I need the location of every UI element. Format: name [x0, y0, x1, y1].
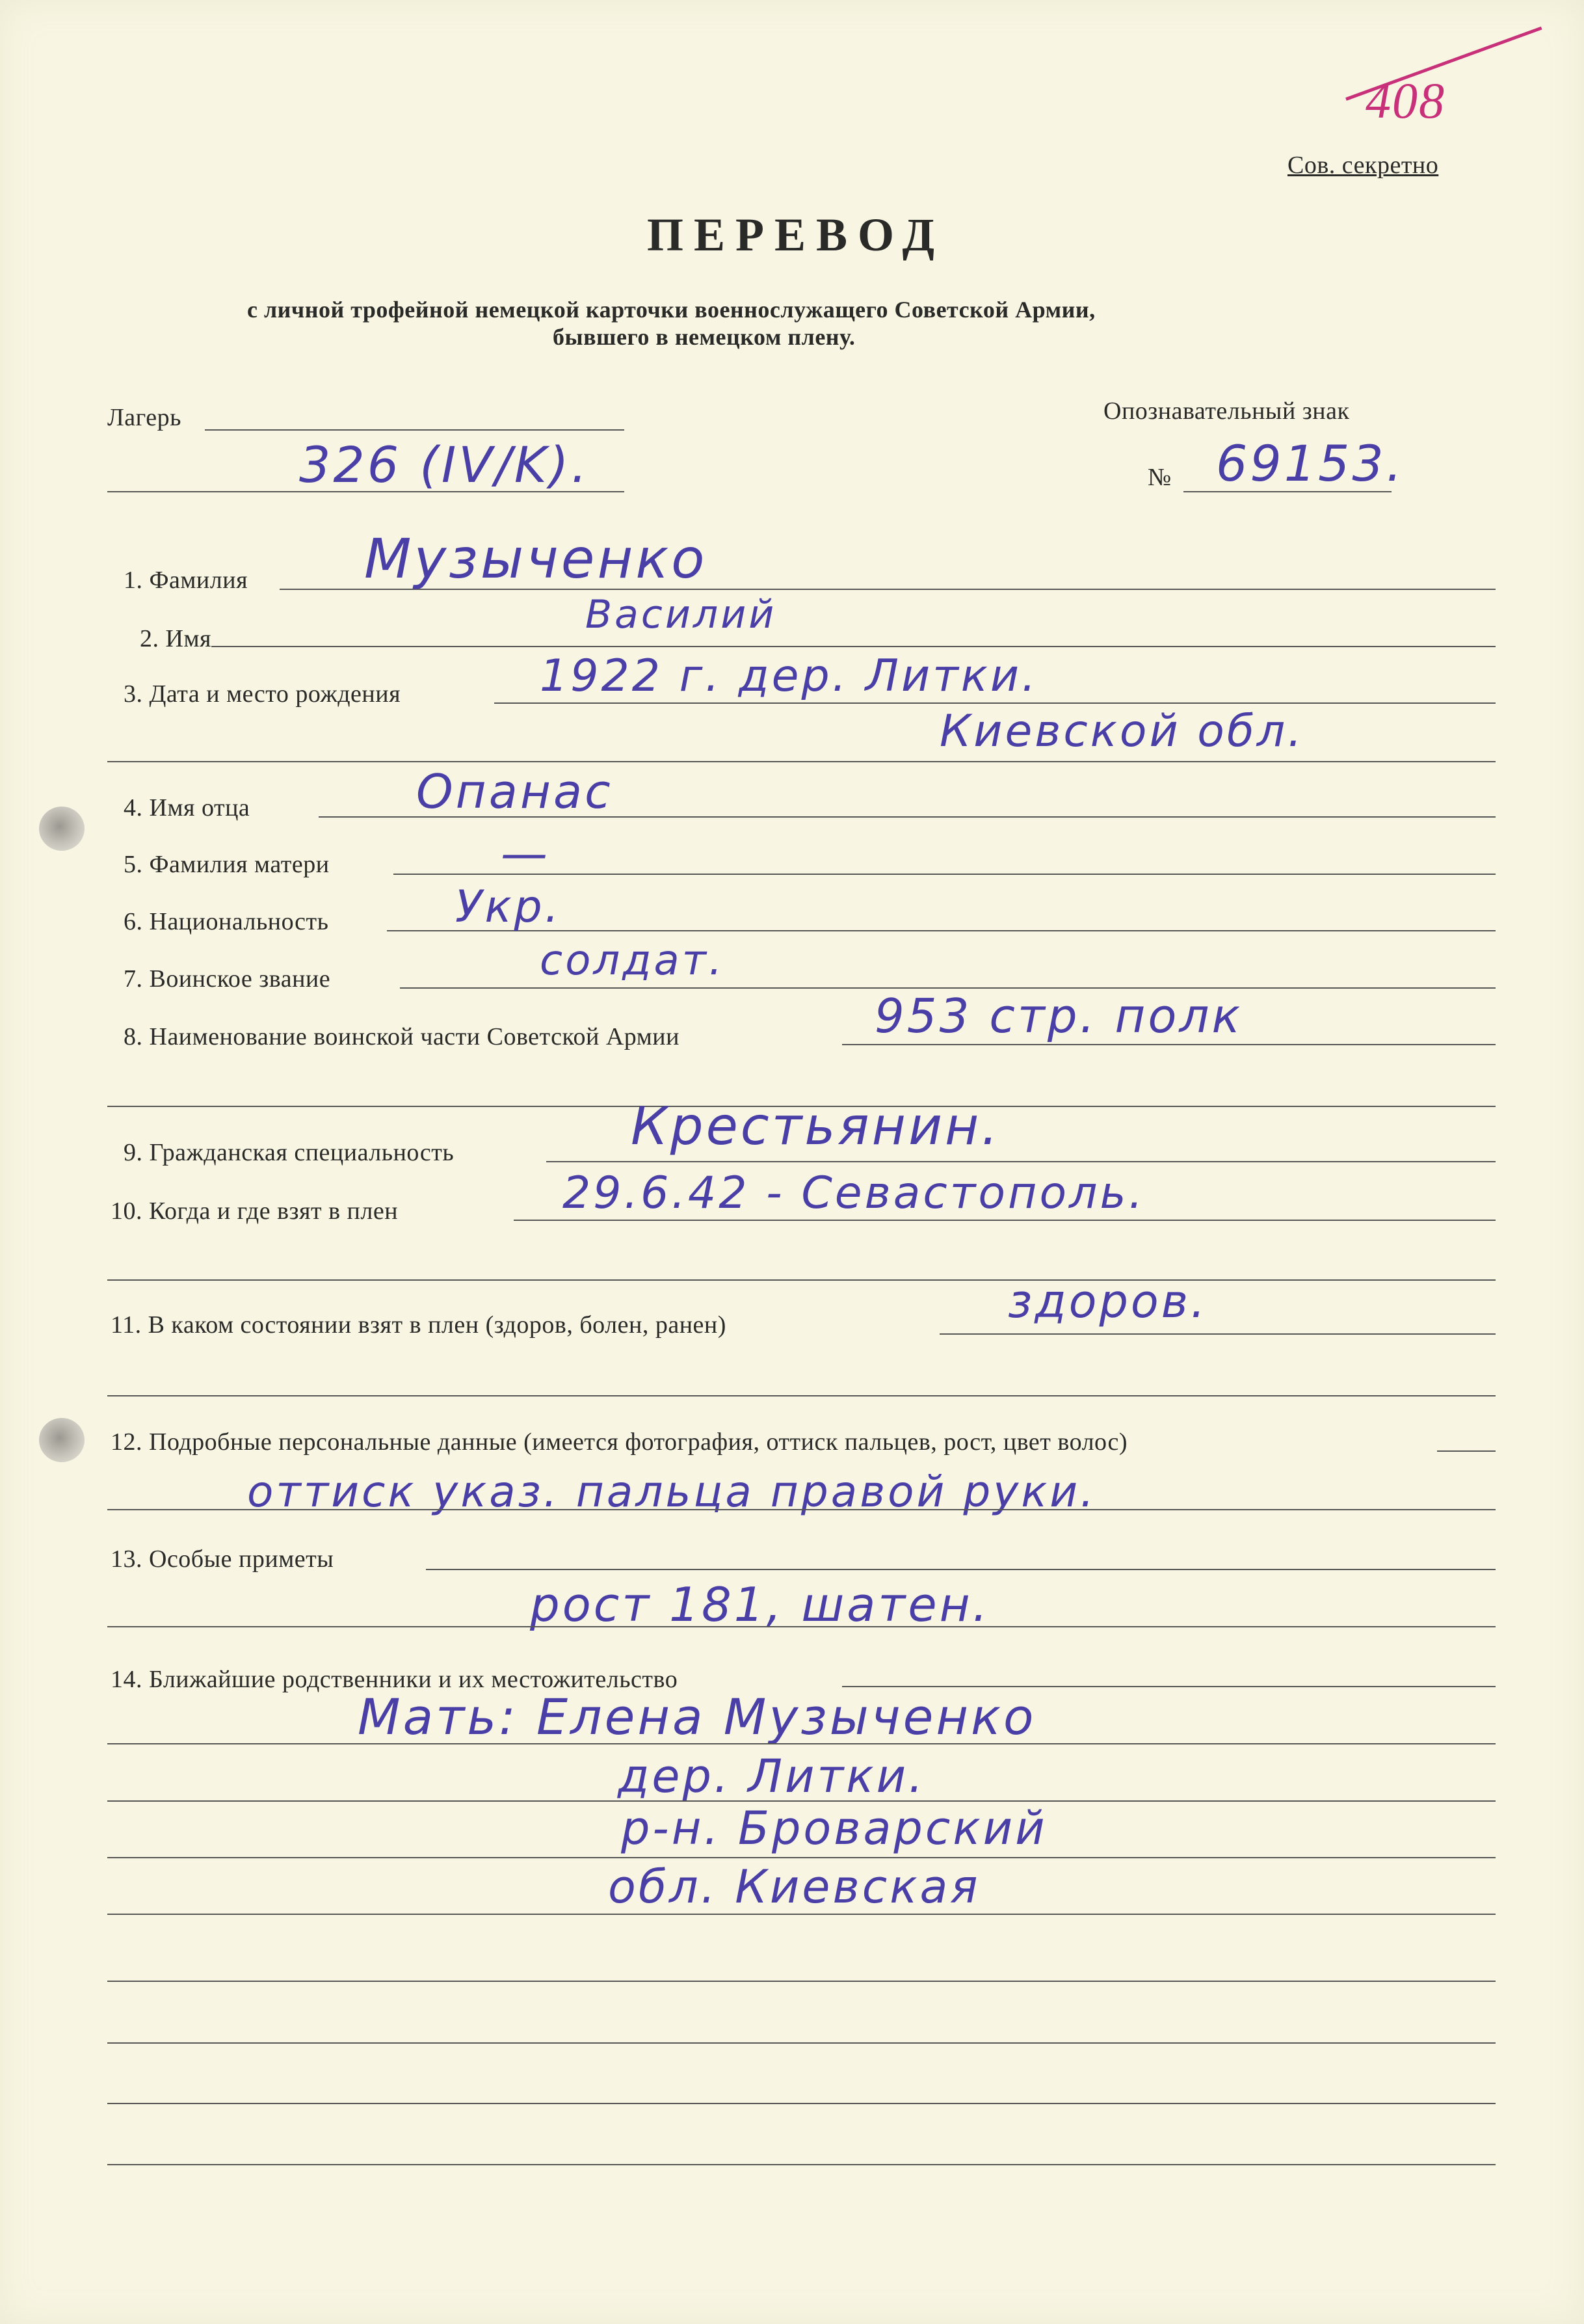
- field-label-father: 4. Имя отца: [124, 794, 250, 821]
- archive-number-stamp: 408: [1366, 72, 1445, 129]
- field-value-personal-data: оттиск указ. пальца правой руки.: [247, 1467, 1097, 1517]
- field-label-rank: 7. Воинское звание: [124, 965, 331, 993]
- camp-label: Лагерь: [107, 404, 181, 431]
- field-line-birth: [494, 702, 1496, 704]
- relatives-address-line-1: дер. Литки.: [618, 1750, 926, 1803]
- field-value-condition: здоров.: [1008, 1275, 1208, 1328]
- field-label-name: 2. Имя: [140, 625, 211, 652]
- field-value-rank: солдат.: [540, 937, 725, 985]
- field-line-condition: [940, 1333, 1496, 1335]
- field-value-features: рост 181, шатен.: [530, 1577, 990, 1632]
- field-value-birth-2: Киевской обл.: [940, 706, 1304, 757]
- field-label-surname: 1. Фамилия: [124, 567, 248, 594]
- field-line-personal-data-2: [107, 1509, 1496, 1510]
- field-label-nationality: 6. Национальность: [124, 908, 329, 935]
- field-label-unit: 8. Наименование воинской части Советской Армии: [124, 1023, 680, 1050]
- field-label-condition: 11. В каком состоянии взят в плен (здоров, болен, ранен): [111, 1311, 726, 1339]
- relatives-line-4: [107, 1914, 1496, 1915]
- camp-value: 326 (IV/K).: [299, 436, 590, 494]
- field-label-features: 13. Особые приметы: [111, 1545, 334, 1573]
- field-value-surname: Музыченко: [364, 527, 707, 591]
- field-line-features: [426, 1569, 1496, 1570]
- relatives-address-line-2: р-н. Броварский: [621, 1802, 1048, 1855]
- punch-hole-top: [39, 807, 85, 851]
- id-tag-line: [1183, 491, 1392, 492]
- field-line-birth-2: [107, 761, 1496, 762]
- document-title: ПЕРЕВОД: [647, 209, 945, 261]
- field-value-mother: —: [501, 826, 550, 881]
- document-subtitle: с личной трофейной немецкой карточки военнослужащего Советской Армии,: [247, 297, 1096, 323]
- field-line-relatives: [842, 1686, 1496, 1687]
- relatives-line-1: [107, 1743, 1496, 1744]
- field-label-birth: 3. Дата и место рождения: [124, 680, 401, 708]
- field-label-personal-data: 12. Подробные персональные данные (имеется фотография, оттиск пальцев, рост, цвет волос): [111, 1428, 1128, 1456]
- relatives-line-5: [107, 1981, 1496, 1982]
- document-subtitle-cont: бывшего в немецком плену.: [553, 324, 856, 350]
- field-label-profession: 9. Гражданская специальность: [124, 1139, 455, 1166]
- field-line-personal-data: [1437, 1450, 1496, 1452]
- id-tag-number-prefix: №: [1148, 464, 1172, 491]
- field-line-features-2: [107, 1626, 1496, 1627]
- camp-line-2: [107, 491, 624, 492]
- field-value-profession: Крестьянин.: [631, 1096, 1001, 1156]
- field-value-relatives: Мать: Елена Музыченко: [358, 1688, 1036, 1746]
- relatives-address-line-3: обл. Киевская: [608, 1860, 981, 1914]
- field-label-mother: 5. Фамилия матери: [124, 851, 330, 878]
- id-tag-value: 69153.: [1216, 434, 1405, 492]
- field-label-captured: 10. Когда и где взят в плен: [111, 1197, 399, 1225]
- field-value-captured: 29.6.42 - Севастополь.: [562, 1168, 1146, 1219]
- id-tag-label: Опознавательный знак: [1103, 397, 1350, 425]
- field-line-condition-2: [107, 1395, 1496, 1396]
- camp-line: [205, 429, 624, 431]
- field-value-father: Опанас: [416, 764, 613, 819]
- relatives-line-7: [107, 2103, 1496, 2104]
- field-value-birth: 1922 г. дер. Литки.: [540, 650, 1038, 702]
- relatives-line-8: [107, 2164, 1496, 2165]
- punch-hole-bottom: [39, 1418, 85, 1462]
- field-line-profession: [546, 1161, 1496, 1162]
- field-value-unit: 953 стр. полк: [875, 989, 1243, 1043]
- relatives-line-6: [107, 2042, 1496, 2044]
- relatives-line-3: [107, 1857, 1496, 1858]
- field-value-name: Василий: [585, 592, 777, 637]
- field-value-nationality: Укр.: [455, 881, 562, 933]
- field-line-unit: [842, 1044, 1496, 1045]
- field-label-relatives: 14. Ближайшие родственники и их местожительство: [111, 1666, 678, 1693]
- field-line-mother: [393, 874, 1496, 875]
- field-line-captured-2: [107, 1279, 1496, 1281]
- field-line-captured: [514, 1220, 1496, 1221]
- field-line-name: [211, 646, 1496, 647]
- secret-mark: Сов. секретно: [1287, 152, 1439, 179]
